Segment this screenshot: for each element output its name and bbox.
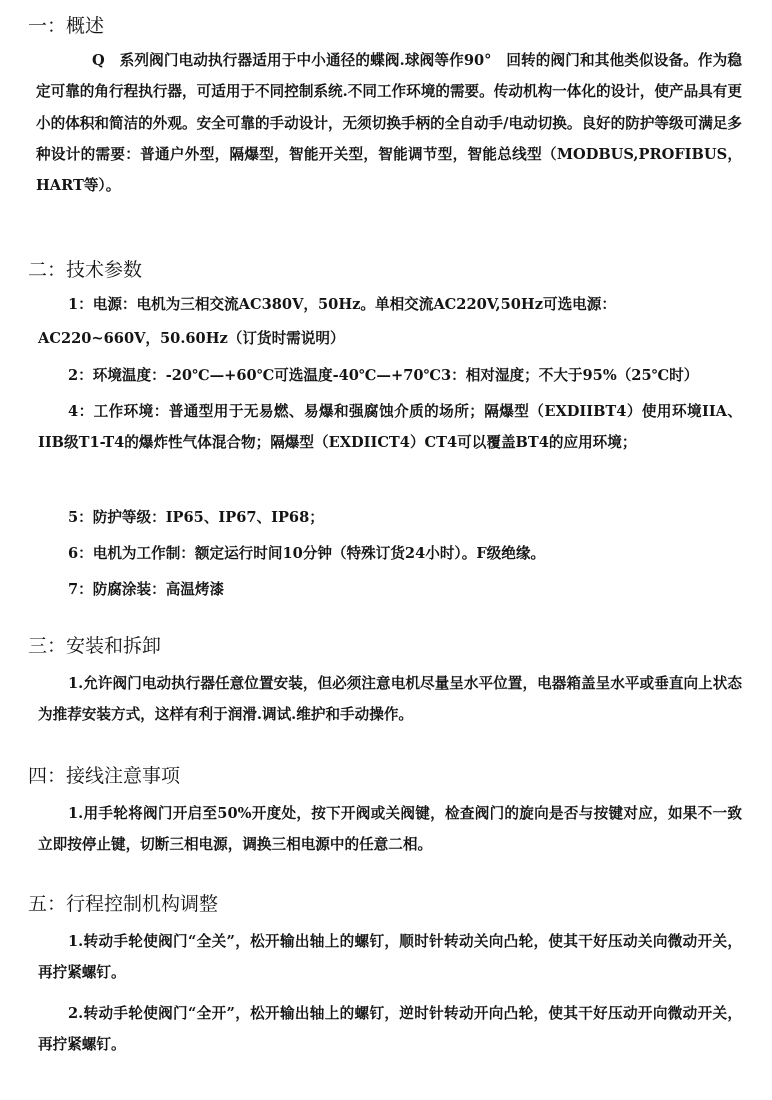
spec-power-line-1: 1：电源：电机为三相交流AC380V，50Hz。单相交流AC220V,50Hz可选电源： [68, 296, 616, 313]
section-2-heading: 二：技术参数 [28, 259, 143, 281]
section-5-heading: 五：行程控制机构调整 [28, 893, 219, 915]
section-1-body: Q 系列阀门电动执行器适用于中小通径的蝶阀.球阀等作90° 回转的阀门和其他类似设备。作为稳定可靠的角行程执行器，可适用于不同控制系统.不同工作环境的需要。传动机构一体化的设计，使产品具有更小的体积和简洁的外观。安全可靠的手动设计，无须切换手柄的全自动手/电动切换。良好的防护等级可满足多种设计的需要：普通户外型，隔爆型，智能开关型，智能调节型，智能总线型（MODBUS,PROFIBUS，HART等）。 [36, 52, 742, 195]
section-4-heading: 四：接线注意事项 [28, 765, 181, 787]
spec-protection: 5：防护等级：IP65、IP67、IP68； [68, 509, 324, 526]
travel-adjust-close: 1.转动手轮使阀门“全关”，松开输出轴上的螺钉，顺时针转动关向凸轮，使其干好压动关向微动开关，再拧紧螺钉。 [38, 933, 742, 982]
wiring-paragraph: 1.用手轮将阀门开启至50%开度处，按下开阀或关阀键，检查阀门的旋向是否与按键对应，如果不一致立即按停止键，切断三相电源，调换三相电源中的任意二相。 [38, 805, 742, 854]
install-paragraph: 1.允许阀门电动执行器任意位置安装，但必须注意电机尽量呈水平位置，电器箱盖呈水平或垂直向上状态为推荐安装方式，这样有利于润滑.调试.维护和手动操作。 [38, 675, 742, 724]
spec-environment: 4：工作环境：普通型用于无易燃、易爆和强腐蚀介质的场所；隔爆型（EXDIIBT4）使用环境IIA、IIB级T1-T4的爆炸性气体混合物；隔爆型（EXDIICT4）CT4可以覆盖BT4的应用环境； [38, 403, 742, 452]
spec-motor-duty: 6：电机为工作制：额定运行时间10分钟（特殊订货24小时）。F级绝缘。 [68, 545, 546, 562]
section-1-heading: 一：概述 [28, 15, 105, 37]
spec-power-line-2: AC220~660V，50.60Hz（订货时需说明） [38, 330, 345, 347]
travel-adjust-open: 2.转动手轮使阀门“全开”，松开输出轴上的螺钉，逆时针转动开向凸轮，使其干好压动开向微动开关，再拧紧螺钉。 [38, 1005, 742, 1054]
spec-temperature: 2：环境温度：-20℃—+60℃可选温度-40℃—+70℃3：相对湿度；不大于95%（25℃时） [68, 367, 699, 384]
spec-coating: 7：防腐涂装：高温烤漆 [68, 581, 225, 598]
section-3-heading: 三：安装和拆卸 [28, 635, 162, 657]
